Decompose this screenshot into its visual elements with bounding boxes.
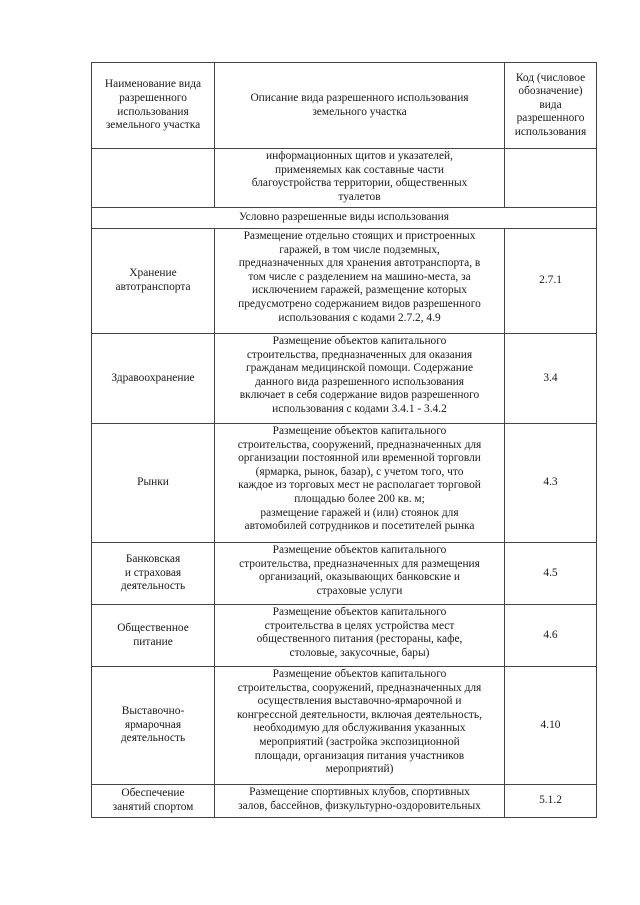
section-row [92,208,597,229]
use-description: Размещение объектов капитального строительства, предназначенных для оказания гражданам медицинской помощи. Содержание данного вида разрешенного использования включает в себя содержание видов разрешенного использования с кодами 3.4.1 - 3.4.2 [215,334,505,424]
use-description: Размещение объектов капитального строительства в целях устройства мест общественного питания (рестораны, кафе, столовые, закусочные, бары) [215,605,505,667]
header-description: Описание вида разрешенного использования земельного участка [215,63,505,149]
use-description: Размещение объектов капитального строительства, предназначенных для размещения организаций, оказывающих банковские и страховые услуги [215,543,505,605]
use-name: Выставочно- ярмарочная деятельность [92,667,215,785]
table-row [92,543,597,605]
use-name: Банковская и страховая деятельность [92,543,215,605]
continuation-description: информационных щитов и указателей, применяемых как составные части благоустройства территории, общественных туалетов [215,149,505,208]
section-title: Условно разрешенные виды использования [92,208,597,229]
table-row [92,785,597,818]
continuation-code-cell [505,149,597,208]
use-name: Обеспечение занятий спортом [92,785,215,818]
table-row [92,334,597,424]
use-name: Здравоохранение [92,334,215,424]
use-description: Размещение отдельно стоящих и пристроенных гаражей, в том числе подземных, предназначенных для хранения автотранспорта, в том числе с разделением на машино-места, за исключением гаражей, размещение которых предусмотрено содержанием видов разрешенного использования с кодами 2.7.2, 4.9 [215,229,505,334]
use-code: 2.7.1 [505,229,597,334]
header-code: Код (числовое обозначение) вида разрешенного использования [505,63,597,149]
use-name: Общественное питание [92,605,215,667]
continuation-name-cell [92,149,215,208]
header-name: Наименование вида разрешенного использования земельного участка [92,63,215,149]
use-code: 4.5 [505,543,597,605]
use-description: Размещение объектов капитального строительства, сооружений, предназначенных для организации постоянной или временной торговли (ярмарка, рынок, базар), с учетом того, что каждое из торговых мест не располагает торговой площадью более 200 кв. м; размещение гаражей и (или) стоянок для автомобилей сотрудников и посетителей рынка [215,424,505,543]
use-code: 5.1.2 [505,785,597,818]
use-code: 4.3 [505,424,597,543]
use-code: 4.10 [505,667,597,785]
continuation-row [92,149,597,208]
use-description: Размещение спортивных клубов, спортивных залов, бассейнов, физкультурно-оздоровительных [215,785,505,818]
use-description: Размещение объектов капитального строительства, сооружений, предназначенных для осуществления выставочно-ярмарочной и конгрессной деятельности, включая деятельность, необходимую для обслуживания указанных мероприятий (застройка экспозиционной площади, организация питания участников мероприятий) [215,667,505,785]
table-row [92,229,597,334]
table-header-row [92,63,597,149]
use-name: Хранение автотранспорта [92,229,215,334]
table-row [92,424,597,543]
land-use-table [91,62,597,818]
use-code: 3.4 [505,334,597,424]
use-name: Рынки [92,424,215,543]
table-row [92,605,597,667]
use-code: 4.6 [505,605,597,667]
table-row [92,667,597,785]
